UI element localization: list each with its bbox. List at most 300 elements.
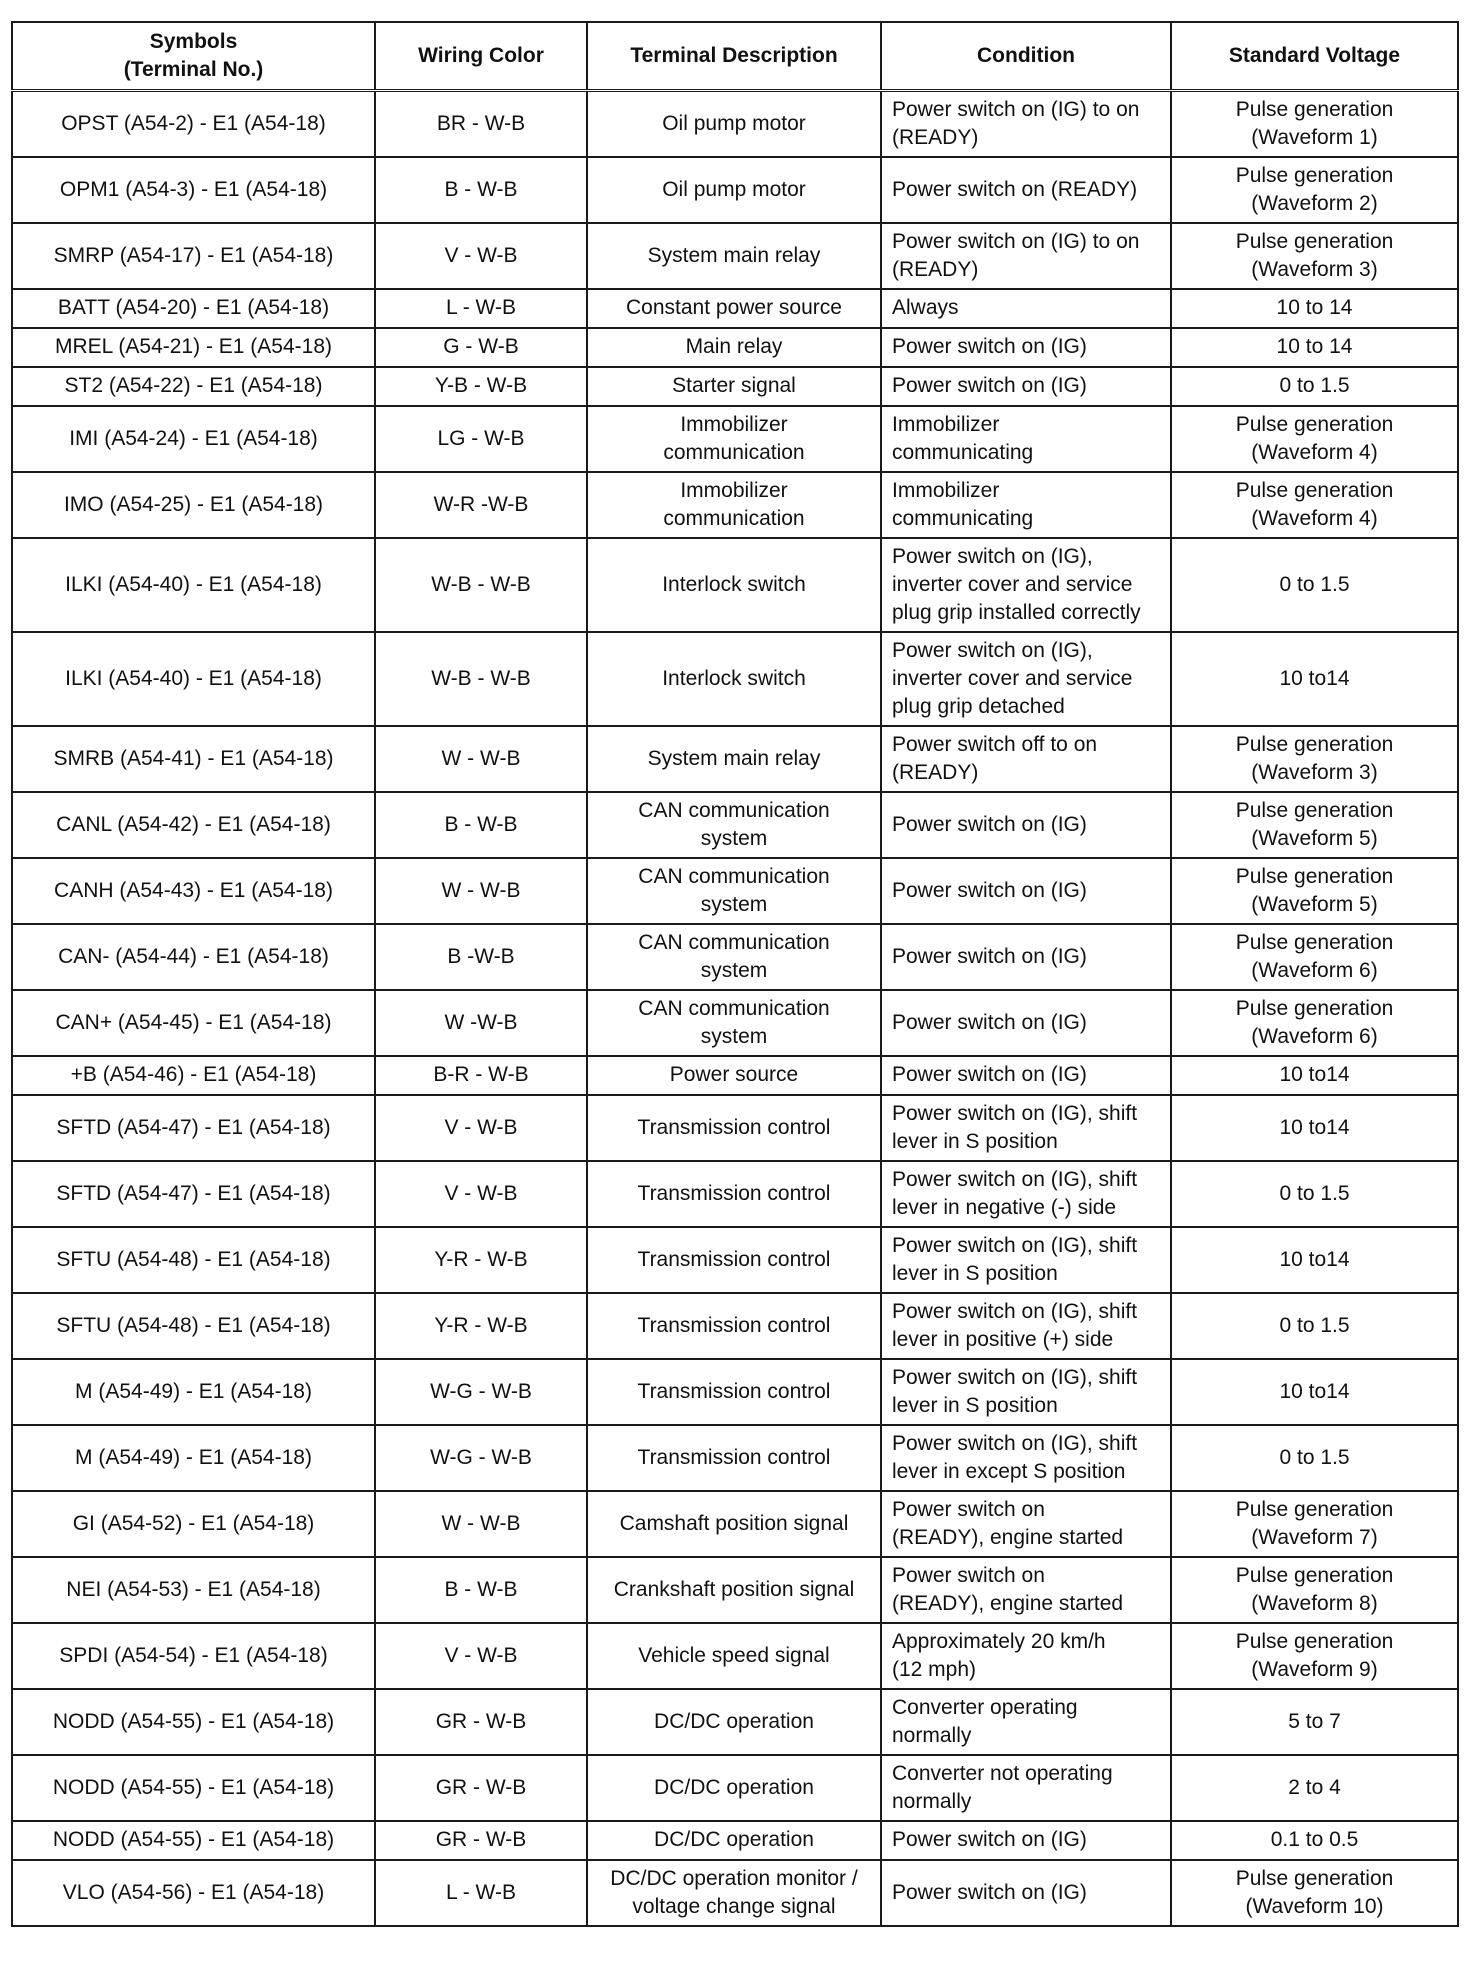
table-row bbox=[12, 1095, 1458, 1161]
condition-cell bbox=[881, 1821, 1171, 1860]
standard-voltage-cell bbox=[1171, 1056, 1458, 1095]
table-row bbox=[12, 990, 1458, 1056]
voltage-line: 10 to14 bbox=[1279, 1115, 1350, 1139]
standard-voltage-cell bbox=[1171, 328, 1458, 367]
table-row bbox=[12, 1557, 1458, 1623]
table-row bbox=[12, 1293, 1458, 1359]
symbol-cell: ILKI (A54-40) - E1 (A54-18) bbox=[12, 632, 375, 726]
condition-cell bbox=[881, 924, 1171, 990]
terminal-description-cell bbox=[587, 1095, 881, 1161]
condition-cell bbox=[881, 406, 1171, 472]
header-symbols-line1: Symbols bbox=[149, 30, 238, 53]
condition-cell bbox=[881, 1095, 1171, 1161]
standard-voltage-cell bbox=[1171, 1161, 1458, 1227]
table-row bbox=[12, 91, 1458, 157]
description-line: voltage change signal bbox=[632, 1894, 836, 1918]
header-terminal-description: Terminal Description bbox=[587, 22, 881, 91]
condition-cell bbox=[881, 1293, 1171, 1359]
condition-cell bbox=[881, 289, 1171, 328]
wiring-color-cell: W-G - W-B bbox=[375, 1425, 587, 1491]
voltage-line: Pulse generation bbox=[1235, 97, 1394, 121]
voltage-line: (Waveform 8) bbox=[1251, 1591, 1378, 1615]
description-line: Oil pump motor bbox=[662, 177, 806, 201]
wiring-color-cell: Y-R - W-B bbox=[375, 1227, 587, 1293]
standard-voltage-cell bbox=[1171, 1293, 1458, 1359]
condition-cell bbox=[881, 1491, 1171, 1557]
symbol-cell: SFTD (A54-47) - E1 (A54-18) bbox=[12, 1161, 375, 1227]
condition-line: Power switch on (IG) bbox=[892, 878, 1087, 902]
voltage-line: (Waveform 3) bbox=[1251, 257, 1378, 281]
voltage-line: Pulse generation bbox=[1235, 1563, 1394, 1587]
description-line: system bbox=[700, 826, 768, 850]
voltage-line: 10 to 14 bbox=[1276, 335, 1353, 358]
condition-line: normally bbox=[892, 1789, 972, 1813]
wiring-color-cell: W-R -W-B bbox=[375, 472, 587, 538]
table-row bbox=[12, 1359, 1458, 1425]
table-body bbox=[12, 91, 1458, 1926]
symbol-cell: NODD (A54-55) - E1 (A54-18) bbox=[12, 1755, 375, 1821]
standard-voltage-cell bbox=[1171, 406, 1458, 472]
description-line: DC/DC operation bbox=[654, 1828, 814, 1851]
symbol-cell: SPDI (A54-54) - E1 (A54-18) bbox=[12, 1623, 375, 1689]
condition-cell bbox=[881, 472, 1171, 538]
table-row bbox=[12, 1056, 1458, 1095]
condition-cell bbox=[881, 990, 1171, 1056]
condition-line: Power switch on (READY) bbox=[892, 177, 1138, 201]
terminal-voltage-table bbox=[11, 21, 1459, 1927]
terminal-description-cell bbox=[587, 1161, 881, 1227]
terminal-description-cell bbox=[587, 632, 881, 726]
condition-cell bbox=[881, 1161, 1171, 1227]
symbol-cell: MREL (A54-21) - E1 (A54-18) bbox=[12, 328, 375, 367]
condition-cell bbox=[881, 1860, 1171, 1926]
condition-line: inverter cover and service bbox=[892, 666, 1133, 690]
voltage-line: 10 to14 bbox=[1279, 1063, 1350, 1086]
condition-line: Power switch on bbox=[892, 1497, 1045, 1521]
condition-line: Power switch on (IG), shift bbox=[892, 1233, 1138, 1257]
condition-cell bbox=[881, 1689, 1171, 1755]
table-row bbox=[12, 1689, 1458, 1755]
symbol-cell: IMI (A54-24) - E1 (A54-18) bbox=[12, 406, 375, 472]
voltage-line: Pulse generation bbox=[1235, 1629, 1394, 1653]
voltage-line: (Waveform 5) bbox=[1251, 826, 1378, 850]
terminal-description-cell bbox=[587, 990, 881, 1056]
symbol-cell: VLO (A54-56) - E1 (A54-18) bbox=[12, 1860, 375, 1926]
condition-line: (READY), engine started bbox=[892, 1525, 1124, 1549]
condition-line: Approximately 20 km/h bbox=[892, 1629, 1106, 1653]
condition-cell bbox=[881, 1425, 1171, 1491]
condition-cell bbox=[881, 367, 1171, 406]
standard-voltage-cell bbox=[1171, 1755, 1458, 1821]
terminal-description-cell bbox=[587, 1821, 881, 1860]
condition-line: Immobilizer bbox=[892, 478, 1000, 502]
condition-cell bbox=[881, 1557, 1171, 1623]
voltage-line: Pulse generation bbox=[1235, 412, 1394, 436]
condition-line: (READY) bbox=[892, 125, 979, 149]
table-row bbox=[12, 472, 1458, 538]
terminal-description-cell bbox=[587, 1755, 881, 1821]
description-line: Immobilizer bbox=[680, 412, 788, 436]
description-line: DC/DC operation bbox=[654, 1775, 814, 1799]
standard-voltage-cell bbox=[1171, 472, 1458, 538]
description-line: CAN communication bbox=[638, 864, 830, 888]
condition-line: lever in S position bbox=[892, 1129, 1058, 1153]
voltage-line: (Waveform 10) bbox=[1245, 1894, 1384, 1918]
condition-line: Power switch on bbox=[892, 1563, 1045, 1587]
description-line: Transmission control bbox=[637, 1181, 831, 1205]
standard-voltage-cell bbox=[1171, 726, 1458, 792]
voltage-line: (Waveform 5) bbox=[1251, 892, 1378, 916]
condition-cell bbox=[881, 1359, 1171, 1425]
voltage-line: (Waveform 9) bbox=[1251, 1657, 1378, 1681]
header-symbols-line2: (Terminal No.) bbox=[123, 58, 264, 81]
description-line: Interlock switch bbox=[662, 572, 806, 596]
standard-voltage-cell bbox=[1171, 367, 1458, 406]
condition-line: normally bbox=[892, 1723, 972, 1747]
description-line: System main relay bbox=[647, 746, 821, 770]
standard-voltage-cell bbox=[1171, 632, 1458, 726]
symbol-cell: M (A54-49) - E1 (A54-18) bbox=[12, 1425, 375, 1491]
table-row bbox=[12, 289, 1458, 328]
condition-line: Power switch on (IG), bbox=[892, 638, 1093, 662]
terminal-description-cell bbox=[587, 157, 881, 223]
terminal-description-cell bbox=[587, 223, 881, 289]
terminal-description-cell bbox=[587, 858, 881, 924]
symbol-cell: M (A54-49) - E1 (A54-18) bbox=[12, 1359, 375, 1425]
description-line: Immobilizer bbox=[680, 478, 788, 502]
description-line: Crankshaft position signal bbox=[613, 1577, 855, 1601]
voltage-line: 0 to 1.5 bbox=[1279, 1313, 1350, 1337]
description-line: system bbox=[700, 958, 768, 982]
table-row bbox=[12, 632, 1458, 726]
header-wiring-color: Wiring Color bbox=[375, 22, 587, 91]
table-row bbox=[12, 538, 1458, 632]
symbol-cell: ILKI (A54-40) - E1 (A54-18) bbox=[12, 538, 375, 632]
terminal-description-cell bbox=[587, 1359, 881, 1425]
condition-cell bbox=[881, 632, 1171, 726]
wiring-color-cell: W - W-B bbox=[375, 858, 587, 924]
symbol-cell: SFTU (A54-48) - E1 (A54-18) bbox=[12, 1293, 375, 1359]
voltage-line: (Waveform 4) bbox=[1251, 440, 1378, 464]
table-row bbox=[12, 1161, 1458, 1227]
table-row bbox=[12, 1425, 1458, 1491]
condition-line: communicating bbox=[892, 506, 1034, 530]
standard-voltage-cell bbox=[1171, 91, 1458, 157]
voltage-line: (Waveform 7) bbox=[1251, 1525, 1378, 1549]
standard-voltage-cell bbox=[1171, 1860, 1458, 1926]
voltage-line: Pulse generation bbox=[1235, 1866, 1394, 1890]
wiring-color-cell: L - W-B bbox=[375, 289, 587, 328]
header-row bbox=[12, 22, 1458, 91]
voltage-line: (Waveform 2) bbox=[1251, 191, 1378, 215]
condition-cell bbox=[881, 91, 1171, 157]
voltage-line: 10 to14 bbox=[1279, 1247, 1350, 1271]
wiring-color-cell: L - W-B bbox=[375, 1860, 587, 1926]
condition-line: Power switch on (IG) bbox=[892, 1063, 1087, 1086]
standard-voltage-cell bbox=[1171, 1095, 1458, 1161]
wiring-color-cell: W-B - W-B bbox=[375, 632, 587, 726]
terminal-description-cell bbox=[587, 792, 881, 858]
wiring-color-cell: B - W-B bbox=[375, 157, 587, 223]
symbol-cell: OPM1 (A54-3) - E1 (A54-18) bbox=[12, 157, 375, 223]
header-symbols bbox=[12, 22, 375, 91]
voltage-line: Pulse generation bbox=[1235, 1497, 1394, 1521]
condition-line: Power switch off to on bbox=[892, 732, 1098, 756]
condition-line: Power switch on (IG) bbox=[892, 335, 1087, 358]
header-standard-voltage: Standard Voltage bbox=[1171, 22, 1458, 91]
condition-line: Power switch on (IG), shift bbox=[892, 1167, 1138, 1191]
description-line: System main relay bbox=[647, 243, 821, 267]
description-line: CAN communication bbox=[638, 798, 830, 822]
terminal-description-cell bbox=[587, 924, 881, 990]
description-line: Transmission control bbox=[637, 1115, 831, 1139]
condition-line: Converter operating bbox=[892, 1695, 1078, 1719]
terminal-description-cell bbox=[587, 328, 881, 367]
description-line: Vehicle speed signal bbox=[638, 1643, 830, 1667]
wiring-color-cell: W - W-B bbox=[375, 1491, 587, 1557]
symbol-cell: ST2 (A54-22) - E1 (A54-18) bbox=[12, 367, 375, 406]
description-line: CAN communication bbox=[638, 930, 830, 954]
condition-cell bbox=[881, 157, 1171, 223]
table-row bbox=[12, 328, 1458, 367]
symbol-cell: CANH (A54-43) - E1 (A54-18) bbox=[12, 858, 375, 924]
voltage-line: Pulse generation bbox=[1235, 163, 1394, 187]
description-line: Transmission control bbox=[637, 1379, 831, 1403]
condition-line: Power switch on (IG), shift bbox=[892, 1299, 1138, 1323]
symbol-cell: GI (A54-52) - E1 (A54-18) bbox=[12, 1491, 375, 1557]
terminal-description-cell bbox=[587, 91, 881, 157]
condition-line: (READY) bbox=[892, 257, 979, 281]
condition-cell bbox=[881, 538, 1171, 632]
description-line: communication bbox=[663, 506, 805, 530]
wiring-color-cell: V - W-B bbox=[375, 1623, 587, 1689]
voltage-line: (Waveform 6) bbox=[1251, 1024, 1378, 1048]
condition-line: Power switch on (IG) to on bbox=[892, 97, 1140, 121]
description-line: Main relay bbox=[685, 335, 783, 358]
condition-line: Power switch on (IG), bbox=[892, 544, 1093, 568]
terminal-voltage-sheet bbox=[11, 21, 1457, 1927]
voltage-line: Pulse generation bbox=[1235, 478, 1394, 502]
voltage-line: 5 to 7 bbox=[1288, 1709, 1341, 1733]
symbol-cell: OPST (A54-2) - E1 (A54-18) bbox=[12, 91, 375, 157]
terminal-description-cell bbox=[587, 406, 881, 472]
symbol-cell: SFTD (A54-47) - E1 (A54-18) bbox=[12, 1095, 375, 1161]
voltage-line: Pulse generation bbox=[1235, 864, 1394, 888]
wiring-color-cell: Y-B - W-B bbox=[375, 367, 587, 406]
terminal-description-cell bbox=[587, 1056, 881, 1095]
description-line: Transmission control bbox=[637, 1445, 831, 1469]
description-line: communication bbox=[663, 440, 805, 464]
wiring-color-cell: GR - W-B bbox=[375, 1821, 587, 1860]
condition-line: Power switch on (IG), shift bbox=[892, 1365, 1138, 1389]
condition-line: lever in except S position bbox=[892, 1459, 1126, 1483]
voltage-line: Pulse generation bbox=[1235, 229, 1394, 253]
terminal-description-cell bbox=[587, 1491, 881, 1557]
standard-voltage-cell bbox=[1171, 1557, 1458, 1623]
description-line: Constant power source bbox=[626, 296, 842, 319]
terminal-description-cell bbox=[587, 1860, 881, 1926]
description-line: Power source bbox=[669, 1063, 799, 1086]
table-row bbox=[12, 858, 1458, 924]
condition-line: Power switch on (IG) bbox=[892, 1828, 1087, 1851]
condition-cell bbox=[881, 223, 1171, 289]
symbol-cell: CAN- (A54-44) - E1 (A54-18) bbox=[12, 924, 375, 990]
terminal-description-cell bbox=[587, 1623, 881, 1689]
voltage-line: 10 to14 bbox=[1279, 1379, 1350, 1403]
standard-voltage-cell bbox=[1171, 792, 1458, 858]
terminal-description-cell bbox=[587, 1689, 881, 1755]
standard-voltage-cell bbox=[1171, 223, 1458, 289]
wiring-color-cell: W -W-B bbox=[375, 990, 587, 1056]
condition-line: Power switch on (IG) to on bbox=[892, 229, 1140, 253]
condition-line: (READY), engine started bbox=[892, 1591, 1124, 1615]
terminal-description-cell bbox=[587, 538, 881, 632]
voltage-line: Pulse generation bbox=[1235, 930, 1394, 954]
symbol-cell: SMRP (A54-17) - E1 (A54-18) bbox=[12, 223, 375, 289]
table-row bbox=[12, 1860, 1458, 1926]
condition-cell bbox=[881, 726, 1171, 792]
wiring-color-cell: GR - W-B bbox=[375, 1755, 587, 1821]
table-row bbox=[12, 1821, 1458, 1860]
standard-voltage-cell bbox=[1171, 1491, 1458, 1557]
table-row bbox=[12, 223, 1458, 289]
wiring-color-cell: B - W-B bbox=[375, 792, 587, 858]
symbol-cell: CAN+ (A54-45) - E1 (A54-18) bbox=[12, 990, 375, 1056]
terminal-description-cell bbox=[587, 1227, 881, 1293]
standard-voltage-cell bbox=[1171, 924, 1458, 990]
condition-cell bbox=[881, 1755, 1171, 1821]
condition-line: Power switch on (IG) bbox=[892, 1010, 1087, 1034]
description-line: DC/DC operation bbox=[654, 1709, 814, 1733]
terminal-description-cell bbox=[587, 1293, 881, 1359]
description-line: CAN communication bbox=[638, 996, 830, 1020]
standard-voltage-cell bbox=[1171, 538, 1458, 632]
standard-voltage-cell bbox=[1171, 1359, 1458, 1425]
symbol-cell: NODD (A54-55) - E1 (A54-18) bbox=[12, 1821, 375, 1860]
terminal-description-cell bbox=[587, 289, 881, 328]
description-line: Interlock switch bbox=[662, 666, 806, 690]
terminal-description-cell bbox=[587, 726, 881, 792]
voltage-line: (Waveform 4) bbox=[1251, 506, 1378, 530]
voltage-line: (Waveform 6) bbox=[1251, 958, 1378, 982]
condition-line: Power switch on (IG) bbox=[892, 944, 1087, 968]
condition-line: Power switch on (IG) bbox=[892, 1880, 1087, 1904]
voltage-line: 0 to 1.5 bbox=[1279, 1181, 1350, 1205]
table-row bbox=[12, 792, 1458, 858]
voltage-line: 10 to 14 bbox=[1276, 296, 1353, 319]
condition-line: communicating bbox=[892, 440, 1034, 464]
wiring-color-cell: V - W-B bbox=[375, 223, 587, 289]
description-line: Starter signal bbox=[672, 374, 796, 397]
condition-line: Power switch on (IG), shift bbox=[892, 1431, 1138, 1455]
description-line: Camshaft position signal bbox=[619, 1511, 849, 1535]
symbol-cell: NEI (A54-53) - E1 (A54-18) bbox=[12, 1557, 375, 1623]
table-row bbox=[12, 406, 1458, 472]
voltage-line: 10 to14 bbox=[1279, 666, 1350, 690]
condition-line: Always bbox=[892, 296, 959, 319]
voltage-line: (Waveform 3) bbox=[1251, 760, 1378, 784]
table-row bbox=[12, 1227, 1458, 1293]
wiring-color-cell: GR - W-B bbox=[375, 1689, 587, 1755]
header-condition: Condition bbox=[881, 22, 1171, 91]
condition-line: inverter cover and service bbox=[892, 572, 1133, 596]
table-row bbox=[12, 924, 1458, 990]
standard-voltage-cell bbox=[1171, 1821, 1458, 1860]
standard-voltage-cell bbox=[1171, 1623, 1458, 1689]
voltage-line: Pulse generation bbox=[1235, 996, 1394, 1020]
condition-line: lever in negative (-) side bbox=[892, 1195, 1117, 1219]
description-line: Transmission control bbox=[637, 1247, 831, 1271]
symbol-cell: IMO (A54-25) - E1 (A54-18) bbox=[12, 472, 375, 538]
condition-line: lever in S position bbox=[892, 1393, 1058, 1417]
voltage-line: 2 to 4 bbox=[1288, 1775, 1341, 1799]
table-row bbox=[12, 1491, 1458, 1557]
wiring-color-cell: B - W-B bbox=[375, 1557, 587, 1623]
table-row bbox=[12, 1623, 1458, 1689]
condition-line: plug grip installed correctly bbox=[892, 600, 1141, 624]
description-line: system bbox=[700, 1024, 768, 1048]
condition-cell bbox=[881, 792, 1171, 858]
condition-cell bbox=[881, 328, 1171, 367]
description-line: Oil pump motor bbox=[662, 111, 806, 135]
wiring-color-cell: W-G - W-B bbox=[375, 1359, 587, 1425]
condition-line: (12 mph) bbox=[892, 1657, 977, 1681]
symbol-cell: NODD (A54-55) - E1 (A54-18) bbox=[12, 1689, 375, 1755]
terminal-description-cell bbox=[587, 1557, 881, 1623]
condition-line: lever in S position bbox=[892, 1261, 1058, 1285]
symbol-cell: +B (A54-46) - E1 (A54-18) bbox=[12, 1056, 375, 1095]
voltage-line: (Waveform 1) bbox=[1251, 125, 1378, 149]
wiring-color-cell: W - W-B bbox=[375, 726, 587, 792]
wiring-color-cell: BR - W-B bbox=[375, 91, 587, 157]
standard-voltage-cell bbox=[1171, 990, 1458, 1056]
standard-voltage-cell bbox=[1171, 1689, 1458, 1755]
condition-line: plug grip detached bbox=[892, 694, 1065, 718]
terminal-description-cell bbox=[587, 367, 881, 406]
wiring-color-cell: B-R - W-B bbox=[375, 1056, 587, 1095]
description-line: system bbox=[700, 892, 768, 916]
wiring-color-cell: V - W-B bbox=[375, 1095, 587, 1161]
voltage-line: 0.1 to 0.5 bbox=[1270, 1828, 1359, 1851]
standard-voltage-cell bbox=[1171, 858, 1458, 924]
wiring-color-cell: Y-R - W-B bbox=[375, 1293, 587, 1359]
symbol-cell: SFTU (A54-48) - E1 (A54-18) bbox=[12, 1227, 375, 1293]
terminal-description-cell bbox=[587, 1425, 881, 1491]
standard-voltage-cell bbox=[1171, 289, 1458, 328]
voltage-line: Pulse generation bbox=[1235, 732, 1394, 756]
symbol-cell: BATT (A54-20) - E1 (A54-18) bbox=[12, 289, 375, 328]
condition-line: Power switch on (IG), shift bbox=[892, 1101, 1138, 1125]
standard-voltage-cell bbox=[1171, 1227, 1458, 1293]
wiring-color-cell: LG - W-B bbox=[375, 406, 587, 472]
table-row bbox=[12, 726, 1458, 792]
condition-line: Converter not operating bbox=[892, 1761, 1113, 1785]
voltage-line: 0 to 1.5 bbox=[1279, 1445, 1350, 1469]
condition-cell bbox=[881, 1227, 1171, 1293]
table-row bbox=[12, 1755, 1458, 1821]
standard-voltage-cell bbox=[1171, 157, 1458, 223]
condition-line: (READY) bbox=[892, 760, 979, 784]
condition-cell bbox=[881, 858, 1171, 924]
wiring-color-cell: V - W-B bbox=[375, 1161, 587, 1227]
condition-line: lever in positive (+) side bbox=[892, 1327, 1114, 1351]
voltage-line: 0 to 1.5 bbox=[1279, 374, 1350, 397]
voltage-line: 0 to 1.5 bbox=[1279, 572, 1350, 596]
wiring-color-cell: B -W-B bbox=[375, 924, 587, 990]
terminal-description-cell bbox=[587, 472, 881, 538]
wiring-color-cell: G - W-B bbox=[375, 328, 587, 367]
condition-cell bbox=[881, 1056, 1171, 1095]
